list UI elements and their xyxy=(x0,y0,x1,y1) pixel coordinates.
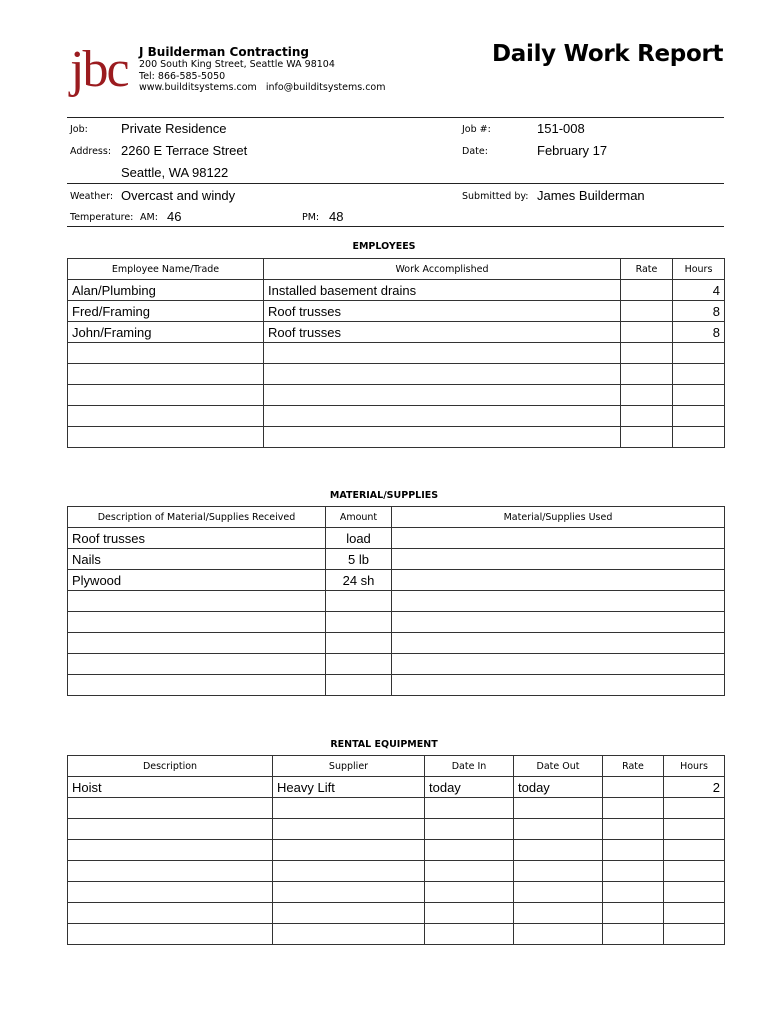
table-cell[interactable]: Plywood xyxy=(68,570,326,591)
table-row xyxy=(68,777,725,798)
table-cell[interactable] xyxy=(68,861,273,882)
table-cell[interactable]: Roof trusses xyxy=(68,528,326,549)
materials-section-title: MATERIAL/SUPPLIES xyxy=(329,490,439,501)
table-cell[interactable] xyxy=(621,385,673,406)
table-cell[interactable] xyxy=(425,819,514,840)
table-cell[interactable] xyxy=(264,427,621,448)
company-web: www.builditsystems.com info@builditsystems.com xyxy=(139,82,386,93)
table-cell[interactable] xyxy=(392,675,725,696)
table-cell[interactable] xyxy=(392,654,725,675)
table-cell[interactable] xyxy=(514,840,603,861)
column-header: Amount xyxy=(326,507,392,528)
table-cell[interactable] xyxy=(621,427,673,448)
table-cell[interactable]: Roof trusses xyxy=(264,301,621,322)
table-cell[interactable] xyxy=(68,427,264,448)
table-cell[interactable] xyxy=(673,364,725,385)
table-row xyxy=(68,819,725,840)
table-cell[interactable] xyxy=(264,385,621,406)
table-cell[interactable] xyxy=(621,343,673,364)
company-address: 200 South King Street, Seattle WA 98104 xyxy=(139,59,335,70)
table-cell[interactable] xyxy=(273,924,425,945)
column-header: Hours xyxy=(673,259,725,280)
table-cell[interactable] xyxy=(392,549,725,570)
address-line1[interactable]: 2260 E Terrace Street xyxy=(121,143,248,158)
table-cell[interactable]: 5 lb xyxy=(326,549,392,570)
table-cell[interactable]: load xyxy=(326,528,392,549)
table-row xyxy=(68,343,725,364)
table-row xyxy=(68,924,725,945)
table-cell[interactable] xyxy=(603,819,664,840)
table-header-row xyxy=(68,259,725,280)
table-cell[interactable] xyxy=(514,819,603,840)
column-header: Material/Supplies Used xyxy=(392,507,725,528)
table-cell[interactable] xyxy=(273,798,425,819)
table-cell[interactable] xyxy=(603,798,664,819)
column-header: Rate xyxy=(603,756,664,777)
table-cell[interactable] xyxy=(664,924,725,945)
company-phone: Tel: 866-585-5050 xyxy=(139,71,226,82)
submitted-by-label: Submitted by: xyxy=(462,191,529,202)
address-label: Address: xyxy=(70,146,112,157)
table-cell[interactable] xyxy=(621,301,673,322)
table-row xyxy=(68,882,725,903)
table-cell[interactable]: Roof trusses xyxy=(264,322,621,343)
table-cell[interactable] xyxy=(326,675,392,696)
temperature-am-label: AM: xyxy=(140,212,158,223)
column-header: Description xyxy=(68,756,273,777)
table-cell[interactable] xyxy=(664,819,725,840)
table-row xyxy=(68,322,725,343)
table-cell[interactable] xyxy=(273,903,425,924)
table-cell[interactable] xyxy=(425,840,514,861)
table-cell[interactable] xyxy=(264,364,621,385)
rental-section-title: RENTAL EQUIPMENT xyxy=(330,739,438,750)
temperature-pm-label: PM: xyxy=(302,212,320,223)
table-cell[interactable] xyxy=(68,406,264,427)
column-header: Description of Material/Supplies Received xyxy=(68,507,326,528)
table-cell[interactable]: today xyxy=(514,777,603,798)
table-cell[interactable] xyxy=(326,633,392,654)
table-cell[interactable] xyxy=(603,882,664,903)
table-cell[interactable] xyxy=(621,406,673,427)
table-cell[interactable] xyxy=(68,798,273,819)
divider xyxy=(67,226,724,227)
table-cell[interactable] xyxy=(264,406,621,427)
table-cell[interactable] xyxy=(273,861,425,882)
materials-table xyxy=(67,506,725,696)
table-cell[interactable] xyxy=(392,528,725,549)
table-cell[interactable] xyxy=(326,612,392,633)
table-cell[interactable] xyxy=(392,570,725,591)
table-cell[interactable] xyxy=(603,777,664,798)
table-cell[interactable] xyxy=(425,903,514,924)
table-cell[interactable] xyxy=(603,861,664,882)
table-cell[interactable] xyxy=(273,819,425,840)
weather-label: Weather: xyxy=(70,191,114,202)
date-value[interactable]: February 17 xyxy=(537,143,608,158)
table-row xyxy=(68,549,725,570)
divider xyxy=(67,117,724,118)
table-cell[interactable] xyxy=(673,385,725,406)
table-cell[interactable] xyxy=(273,882,425,903)
table-cell[interactable] xyxy=(621,280,673,301)
table-cell[interactable] xyxy=(68,633,326,654)
table-cell[interactable]: John/Framing xyxy=(68,322,264,343)
column-header: Rate xyxy=(621,259,673,280)
table-cell[interactable] xyxy=(514,903,603,924)
table-cell[interactable]: Alan/Plumbing xyxy=(68,280,264,301)
table-cell[interactable] xyxy=(392,612,725,633)
table-row xyxy=(68,903,725,924)
table-cell[interactable]: 8 xyxy=(673,301,725,322)
rental-table xyxy=(67,755,725,945)
table-header-row xyxy=(68,507,725,528)
column-header: Supplier xyxy=(273,756,425,777)
table-row xyxy=(68,840,725,861)
submitted-by-value[interactable]: James Builderman xyxy=(537,188,645,203)
table-cell[interactable] xyxy=(68,819,273,840)
column-header: Work Accomplished xyxy=(264,259,621,280)
table-cell[interactable] xyxy=(68,882,273,903)
table-cell[interactable]: 24 sh xyxy=(326,570,392,591)
table-row xyxy=(68,612,725,633)
table-cell[interactable] xyxy=(68,924,273,945)
date-label: Date: xyxy=(462,146,488,157)
column-header: Date In xyxy=(425,756,514,777)
table-cell[interactable] xyxy=(664,840,725,861)
divider xyxy=(67,183,724,184)
temperature-am-value[interactable]: 46 xyxy=(167,209,182,224)
table-row xyxy=(68,633,725,654)
temperature-pm-value[interactable]: 48 xyxy=(329,209,344,224)
table-cell[interactable] xyxy=(68,612,326,633)
table-cell[interactable] xyxy=(425,924,514,945)
table-row xyxy=(68,385,725,406)
table-cell[interactable]: today xyxy=(425,777,514,798)
table-cell[interactable] xyxy=(514,924,603,945)
table-cell[interactable] xyxy=(326,591,392,612)
table-cell[interactable]: 2 xyxy=(664,777,725,798)
table-cell[interactable] xyxy=(68,840,273,861)
table-cell[interactable] xyxy=(68,903,273,924)
table-cell[interactable] xyxy=(264,343,621,364)
table-cell[interactable] xyxy=(425,798,514,819)
table-cell[interactable] xyxy=(514,798,603,819)
table-row xyxy=(68,427,725,448)
table-cell[interactable] xyxy=(392,591,725,612)
address-line2[interactable]: Seattle, WA 98122 xyxy=(121,165,229,180)
temperature-label: Temperature: xyxy=(70,212,134,223)
table-row xyxy=(68,570,725,591)
table-cell[interactable]: Installed basement drains xyxy=(264,280,621,301)
table-cell[interactable] xyxy=(673,427,725,448)
weather-value[interactable]: Overcast and windy xyxy=(121,188,236,203)
table-row xyxy=(68,675,725,696)
table-row xyxy=(68,798,725,819)
table-cell[interactable] xyxy=(603,903,664,924)
table-cell[interactable] xyxy=(621,364,673,385)
table-row xyxy=(68,406,725,427)
table-row xyxy=(68,591,725,612)
employees-section-title: EMPLOYEES xyxy=(352,241,416,252)
table-cell[interactable]: Hoist xyxy=(68,777,273,798)
column-header: Employee Name/Trade xyxy=(68,259,264,280)
table-cell[interactable]: Heavy Lift xyxy=(273,777,425,798)
report-title: Daily Work Report xyxy=(492,41,724,67)
table-row xyxy=(68,528,725,549)
table-row xyxy=(68,364,725,385)
table-cell[interactable]: Nails xyxy=(68,549,326,570)
table-cell[interactable] xyxy=(425,882,514,903)
table-cell[interactable] xyxy=(68,654,326,675)
table-cell[interactable] xyxy=(68,385,264,406)
table-cell[interactable] xyxy=(621,322,673,343)
table-cell[interactable]: 8 xyxy=(673,322,725,343)
table-cell[interactable] xyxy=(425,861,514,882)
table-cell[interactable] xyxy=(68,675,326,696)
table-row xyxy=(68,654,725,675)
table-cell[interactable] xyxy=(664,903,725,924)
job-value[interactable]: Private Residence xyxy=(121,121,227,136)
company-name: J Builderman Contracting xyxy=(139,45,309,59)
table-row xyxy=(68,861,725,882)
table-cell[interactable]: 4 xyxy=(673,280,725,301)
table-cell[interactable] xyxy=(603,924,664,945)
table-cell[interactable] xyxy=(514,882,603,903)
table-cell[interactable] xyxy=(673,343,725,364)
table-cell[interactable] xyxy=(664,882,725,903)
table-cell[interactable] xyxy=(68,343,264,364)
table-cell[interactable] xyxy=(673,406,725,427)
table-row xyxy=(68,301,725,322)
table-cell[interactable] xyxy=(664,798,725,819)
table-cell[interactable]: Fred/Framing xyxy=(68,301,264,322)
job-label: Job: xyxy=(70,124,88,135)
table-cell[interactable] xyxy=(326,654,392,675)
table-cell[interactable] xyxy=(273,840,425,861)
employees-table xyxy=(67,258,725,448)
table-cell[interactable] xyxy=(68,591,326,612)
job-number-label: Job #: xyxy=(462,124,491,135)
column-header: Hours xyxy=(664,756,725,777)
table-cell[interactable] xyxy=(664,861,725,882)
company-logo: jbc xyxy=(70,41,128,98)
table-cell[interactable] xyxy=(68,364,264,385)
table-cell[interactable] xyxy=(603,840,664,861)
table-cell[interactable] xyxy=(392,633,725,654)
job-number-value[interactable]: 151-008 xyxy=(537,121,585,136)
table-cell[interactable] xyxy=(514,861,603,882)
table-row xyxy=(68,280,725,301)
column-header: Date Out xyxy=(514,756,603,777)
table-header-row xyxy=(68,756,725,777)
